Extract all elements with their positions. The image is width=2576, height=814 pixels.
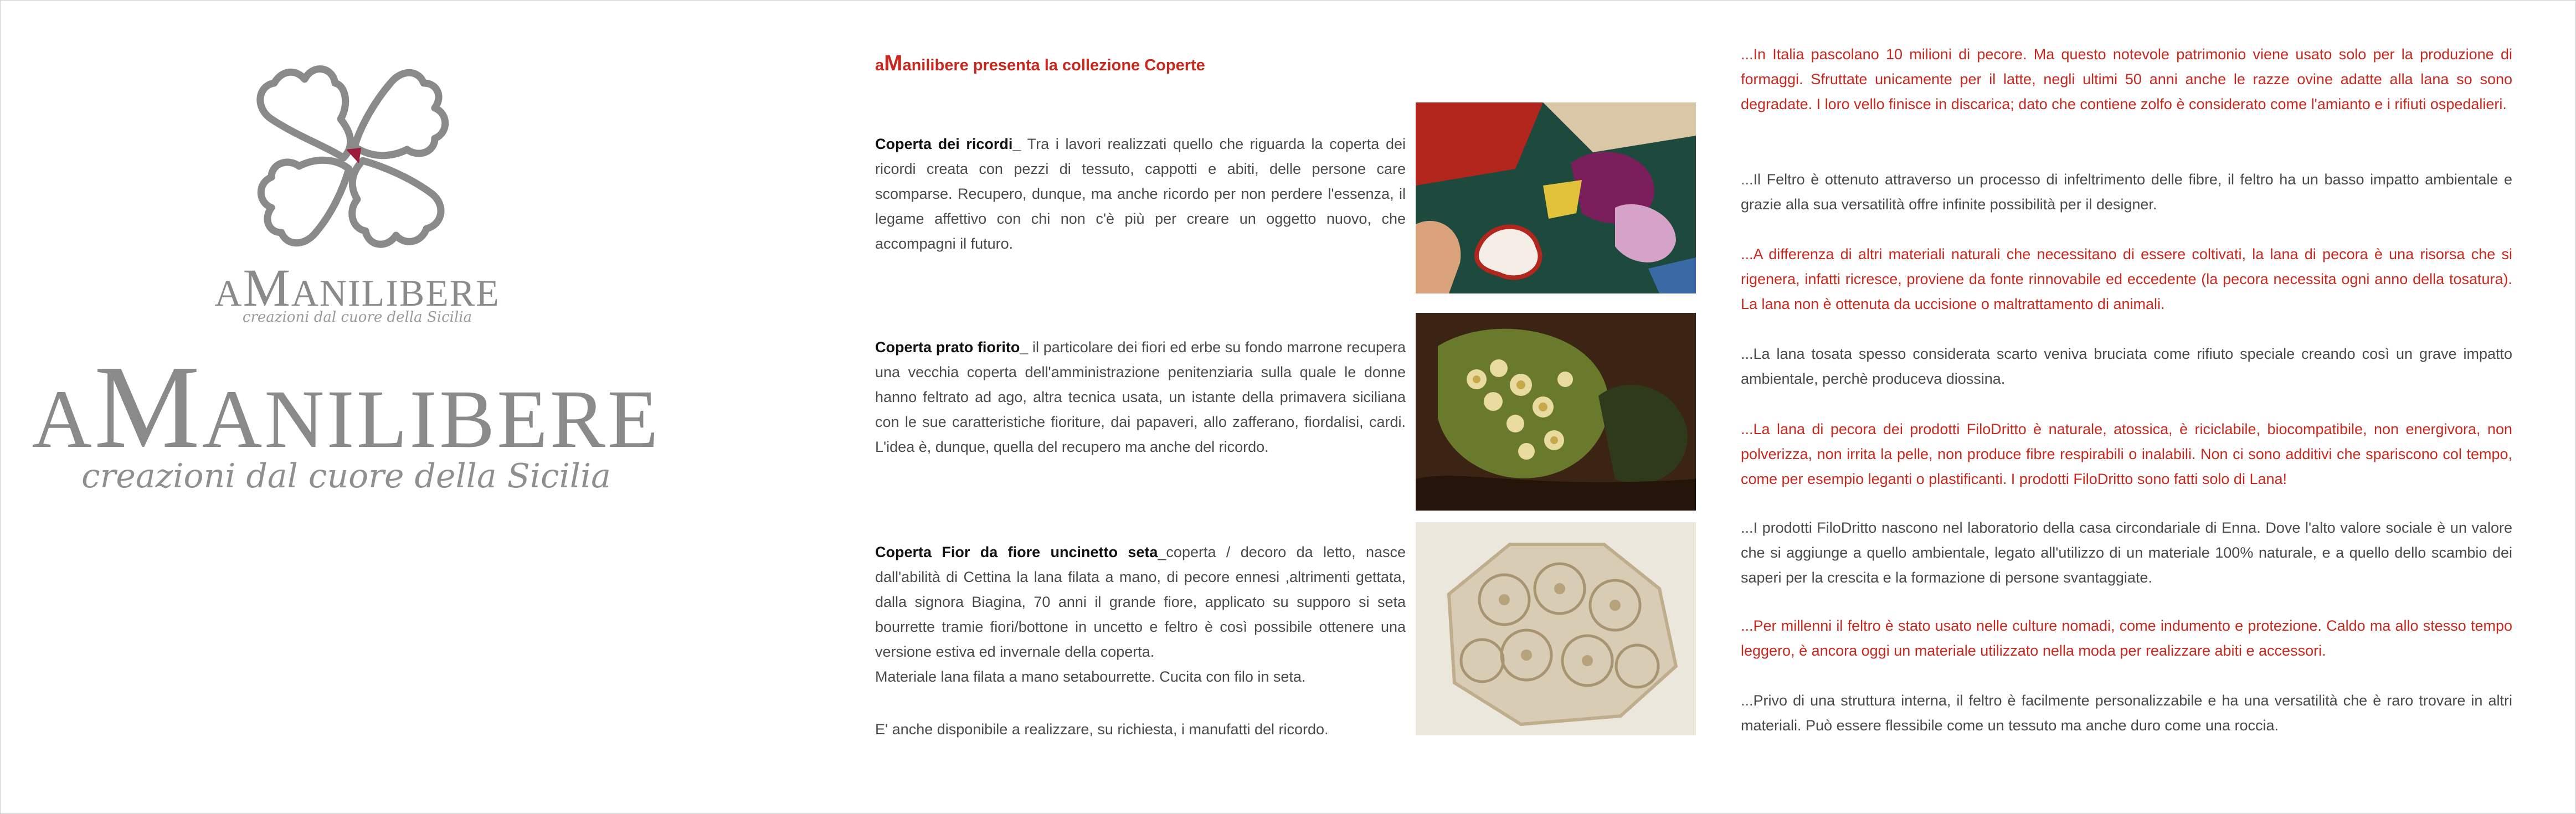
closing-note: E' anche disponibile a realizzare, su richiesta, i manufatti del ricordo. [875, 721, 1329, 738]
fact-paragraph: ...La lana tosata spesso considerata scarto veniva bruciata come rifiuto speciale creando così un grave impatto ambientale, perchè produceva diossina. [1741, 346, 2512, 387]
fact-paragraph: ...Per millenni il feltro è stato usato nelle culture nomadi, come indumento e protezione. Caldo ma allo stesso tempo leggero, è ancora oggi un materiale utilizzato nella moda per realizzare abiti e accessori. [1741, 617, 2512, 659]
blanket-text: il particolare dei fiori ed erbe su fondo marrone recupera una vecchia coperta dell'amministrazione penitenziaria sulla quale le donne hanno feltrato ad ago, altra tecnica usata, un istante della primavera siciliana con le sue caratteristiche fioriture, dai papaveri, allo zafferano, fiordalisi, cardi. L'idea è, dunque, quella del recupero ma anche del ricordo. [875, 339, 1406, 455]
big-brand-tagline: creazioni dal cuore della Sicilia [81, 457, 611, 496]
blanket-text: Tra i lavori realizzati quello che riguarda la coperta dei ricordi creata con pezzi di tessuto, cappotti e abiti, delle persone care scomparse. Recupero, dunque, ma anche ricordo per non perdere l'essenza, il legame affettivo con chi non c'è più per creare un oggetto nuovo, che accompagni il futuro. [875, 136, 1406, 252]
fact-paragraph: ...La lana di pecora dei prodotti FiloDritto è naturale, atossica, è riciclabile, biocompatibile, non energivora, non polverizza, non irrita la pelle, non produce fibre respirabili o inalabili. Non ci sono additivi che spariscono col tempo, come per esempio leganti o plastificanti. I prodotti FiloDritto sono fatti solo di Lana! [1741, 421, 2512, 487]
felted-flowers-photo [1416, 313, 1696, 511]
fact-paragraph: ...Privo di una struttura interna, il feltro è facilmente personalizzabile e ha una versatilità che è raro trovare in altri materiali. Può essere flessibile come un tessuto ma anche duro come una roccia. [1741, 692, 2512, 734]
blanket-name: Coperta Fior da fiore uncinetto seta [875, 544, 1158, 560]
patchwork-blanket-photo [1416, 102, 1696, 293]
blanket-description [875, 132, 1406, 256]
blanket-text: _coperta / decoro da letto, nasce dall'abilità di Cettina la lana filata a mano, di pecore ennesi ,altrimenti gettata, dalla signora Biagina, 70 anni il grande fiore, applicato su supporo si seta bourrette tramie fiori/bottone in uncetto e feltro è così possibile ottenere una versione estiva ed invernale della coperta. Materiale lana filata a mano setabourrette. Cucita con filo in seta. [875, 544, 1406, 685]
fact-paragraph: ...A differenza di altri materiali naturali che necessitano di essere coltivati, la lana di pecora è una risorsa che si rigenera, infatti ricresce, proviene da fonte rinnovabile ed eccedente (la pecora necessita ogni anno della tosatura). La lana non è ottenuta da uccisione o maltrattamento di animali. [1741, 246, 2512, 312]
small-brand-tagline: creazioni dal cuore della Sicilia [242, 309, 472, 326]
collection-title: aManilibere presenta la collezione Coperte [875, 51, 1205, 75]
crochet-flower-photo [1416, 522, 1696, 735]
fact-paragraph: ...Il Feltro è ottenuto attraverso un processo di infeltrimento delle fibre, il feltro ha un basso impatto ambientale e grazie alla sua versatilità offre infinite possibilità per il designer. [1741, 171, 2512, 213]
fact-paragraph: ...I prodotti FiloDritto nascono nel laboratorio della casa circondariale di Enna. Dove l'alto valore sociale è un valore che si aggiunge a quello ambientale, legato all'utilizzo di un materiale 100% naturale, e a quello dello scambio dei saperi per la crescita e la formazione di persone svantaggiate. [1741, 519, 2512, 586]
blanket-description [875, 540, 1406, 689]
blanket-description [875, 335, 1406, 460]
small-brand-name: AMANILIBERE [214, 258, 500, 317]
blanket-name: Coperta prato fiorito_ [875, 339, 1029, 356]
four-hands-flower-icon [244, 53, 465, 263]
fact-paragraph: ...In Italia pascolano 10 milioni di pecore. Ma questo notevole patrimonio viene usato solo per la produzione di formaggi. Sfruttate unicamente per il latte, negli ultimi 50 anni anche le razze ovine adatte alla lana so sono degradate. I loro vello finisce in discarica; dato che contiene zolfo è considerato come l'amianto e i rifiuti ospedalieri. [1741, 46, 2512, 112]
blanket-name: Coperta dei ricordi_ [875, 136, 1021, 152]
big-brand-name: AMANILIBERE [32, 341, 661, 473]
